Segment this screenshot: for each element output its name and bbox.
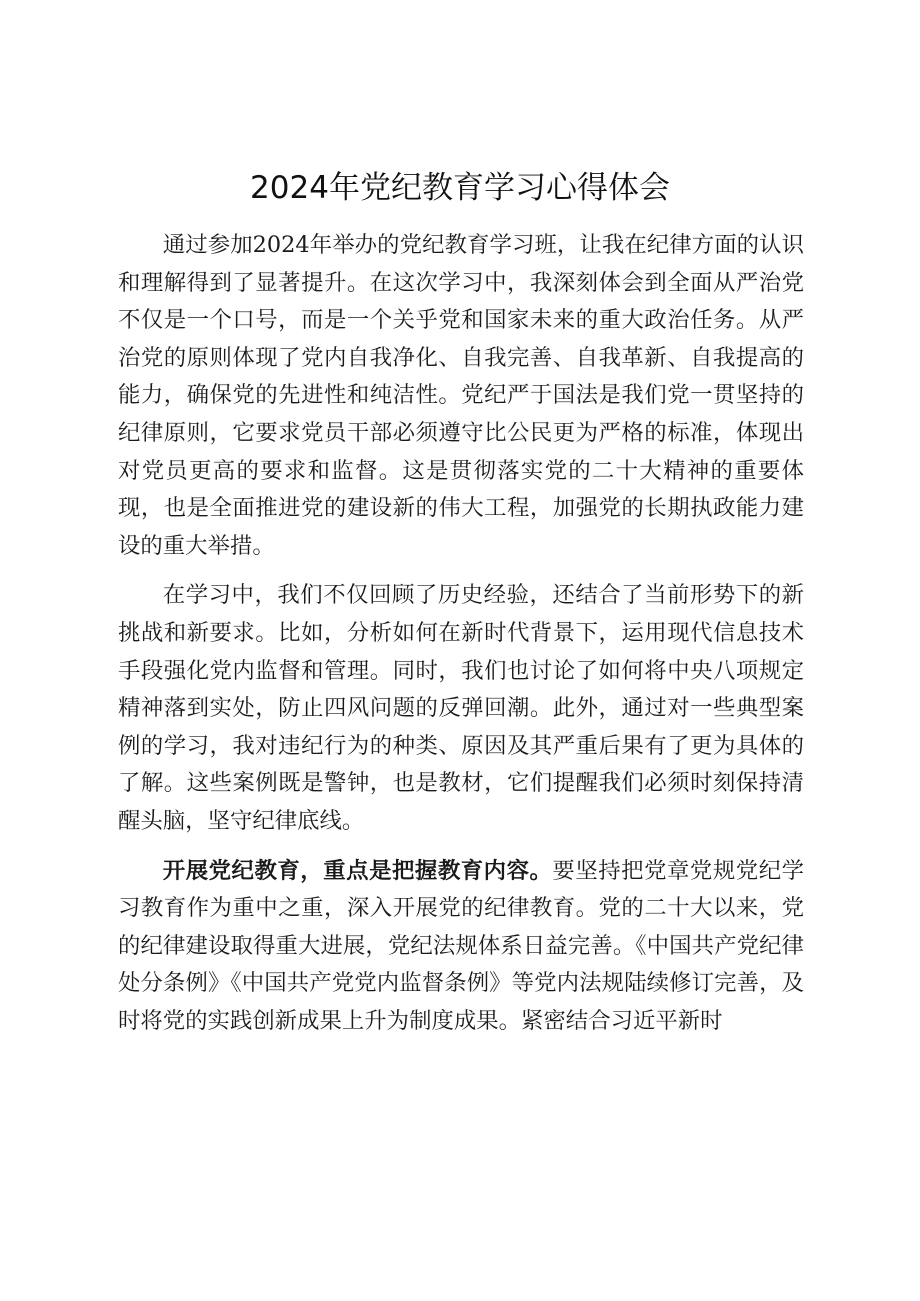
paragraph-1 — [118, 227, 804, 565]
paragraph-2 — [118, 577, 804, 840]
paragraph-bold-lead: 开展党纪教育，重点是把握教育内容。 — [162, 857, 553, 884]
document-body — [118, 227, 804, 1040]
paragraph-text: 要坚持把党章党规党纪学习教育作为重中之重，深入开展党的纪律教育。党的二十大以来，党的纪律建设取得重大进展，党纪法规体系日益完善。《中国共产党纪律处分条例》《中国共产党党内监督条例》等党内法规陆续修订完善，及时将党的实践创新成果上升为制度成果。紧密结合习近平新时 — [118, 857, 805, 1034]
paragraph-text: 在学习中，我们不仅回顾了历史经验，还结合了当前形势下的新挑战和新要求。比如，分析如何在新时代背景下，运用现代信息技术手段强化党内监督和管理。同时，我们也讨论了如何将中央八项规定精神落到实处，防止四风问题的反弹回潮。此外，通过对一些典型案例的学习，我对违纪行为的种类、原因及其严重后果有了更为具体的了解。这些案例既是警钟，也是教材，它们提醒我们必须时刻保持清醒头脑，坚守纪律底线。 — [118, 582, 804, 834]
document-title: 2024年党纪教育学习心得体会 — [250, 170, 670, 206]
paragraph-3 — [118, 853, 804, 1041]
paragraph-text: 通过参加2024年举办的党纪教育学习班，让我在纪律方面的认识和理解得到了显著提升。在这次学习中，我深刻体会到全面从严治党不仅是一个口号，而是一个关乎党和国家未来的重大政治任务。从严治党的原则体现了党内自我净化、自我完善、自我革新、自我提高的能力，确保党的先进性和纯洁性。党纪严于国法是我们党一贯坚持的纪律原则，它要求党员干部必须遵守比公民更为严格的标准，体现出对党员更高的要求和监督。这是贯彻落实党的二十大精神的重要体现，也是全面推进党的建设新的伟大工程，加强党的长期执政能力建设的重大举措。 — [118, 232, 804, 559]
